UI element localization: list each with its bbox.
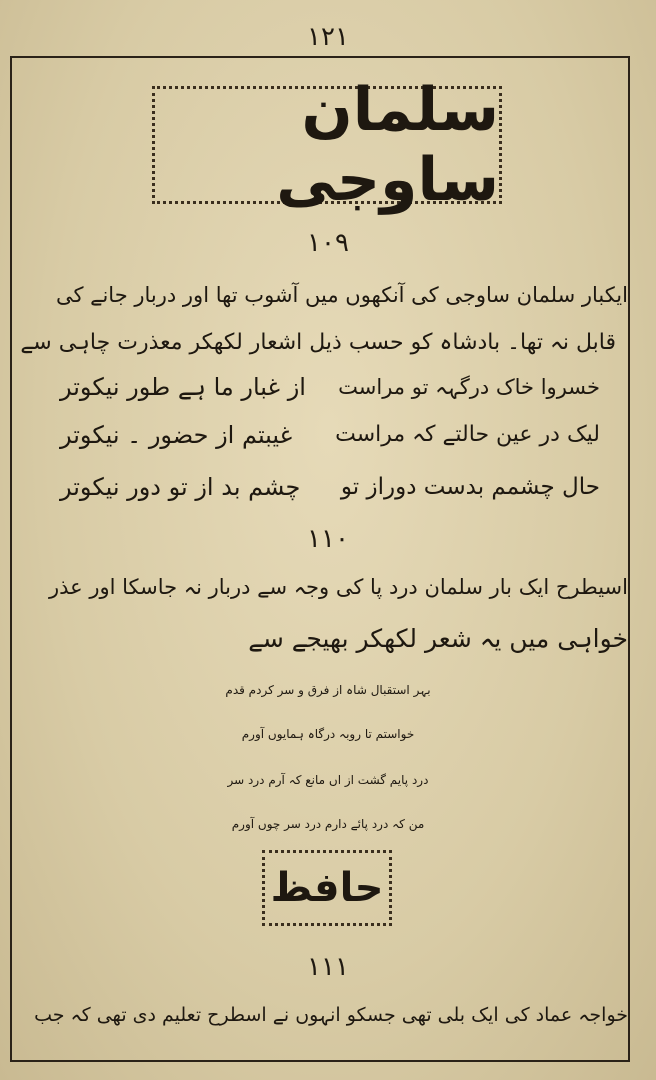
section-110-line-1: اسیطرح ایک بار سلمان درد پا کی وجہ سے دربار نہ جاسکا اور عذر [48, 575, 628, 599]
couplet-1 [60, 362, 600, 412]
title-box [152, 75, 502, 215]
section-number-111: ۱۱۱ [307, 952, 349, 982]
couplet-3-first-hemistich: حال چشمم بدست دوراز تو [340, 474, 600, 500]
verse-line-1: بہر استقبال شاہ از فرق و سر کردم قدم [225, 683, 431, 697]
couplet-2-second-hemistich: غیبتم از حضور ۔ نیکوتر [60, 421, 293, 449]
verse-line-2: خواستم تا روبہ درگاہ ہمایوں آورم [241, 727, 415, 741]
couplet-1-first-hemistich: خسروا خاک درگہہ تو مراست [338, 375, 600, 399]
verse-line-4: من کہ درد پائے دارم درد سر چوں آورم [231, 817, 425, 831]
verse-line-3: درد پایم گشت از اں مانع کہ آرم درد سر [227, 773, 429, 787]
couplet-2-first-hemistich: لیک در عین حالتے کہ مراست [335, 422, 600, 447]
poet-box [262, 850, 392, 926]
section-111-line-1: خواجہ عماد کی ایک بلی تھی جسکو انہوں نے اسطرح تعلیم دی تھی کہ جب [34, 1004, 628, 1026]
page-number: ۱۲۱ [307, 22, 349, 52]
section-110-line-2: خواہی میں یہ شعر لکھکر بھیجے سے [248, 624, 628, 653]
couplet-1-second-hemistich: از غبار ما ہے طور نیکوتر [60, 373, 306, 401]
section-number-109: ۱۰۹ [307, 228, 349, 258]
section-number-110: ۱۱۰ [307, 524, 349, 554]
section-109-line-1: ایکبار سلمان ساوجی کی آنکھوں میں آشوب تھا اور دربار جانے کی [55, 283, 628, 307]
chapter-title: سلمان ساوجی [276, 75, 499, 215]
couplet-3 [60, 462, 600, 512]
section-109-line-2: قابل نہ تھا۔ بادشاہ کو حسب ذیل اشعار لکھکر معذرت چاہی سے [20, 330, 616, 355]
couplet-2 [60, 410, 600, 460]
couplet-3-second-hemistich: چشم بد از تو دور نیکوتر [60, 473, 301, 501]
poet-heading: حافظ [270, 865, 384, 911]
